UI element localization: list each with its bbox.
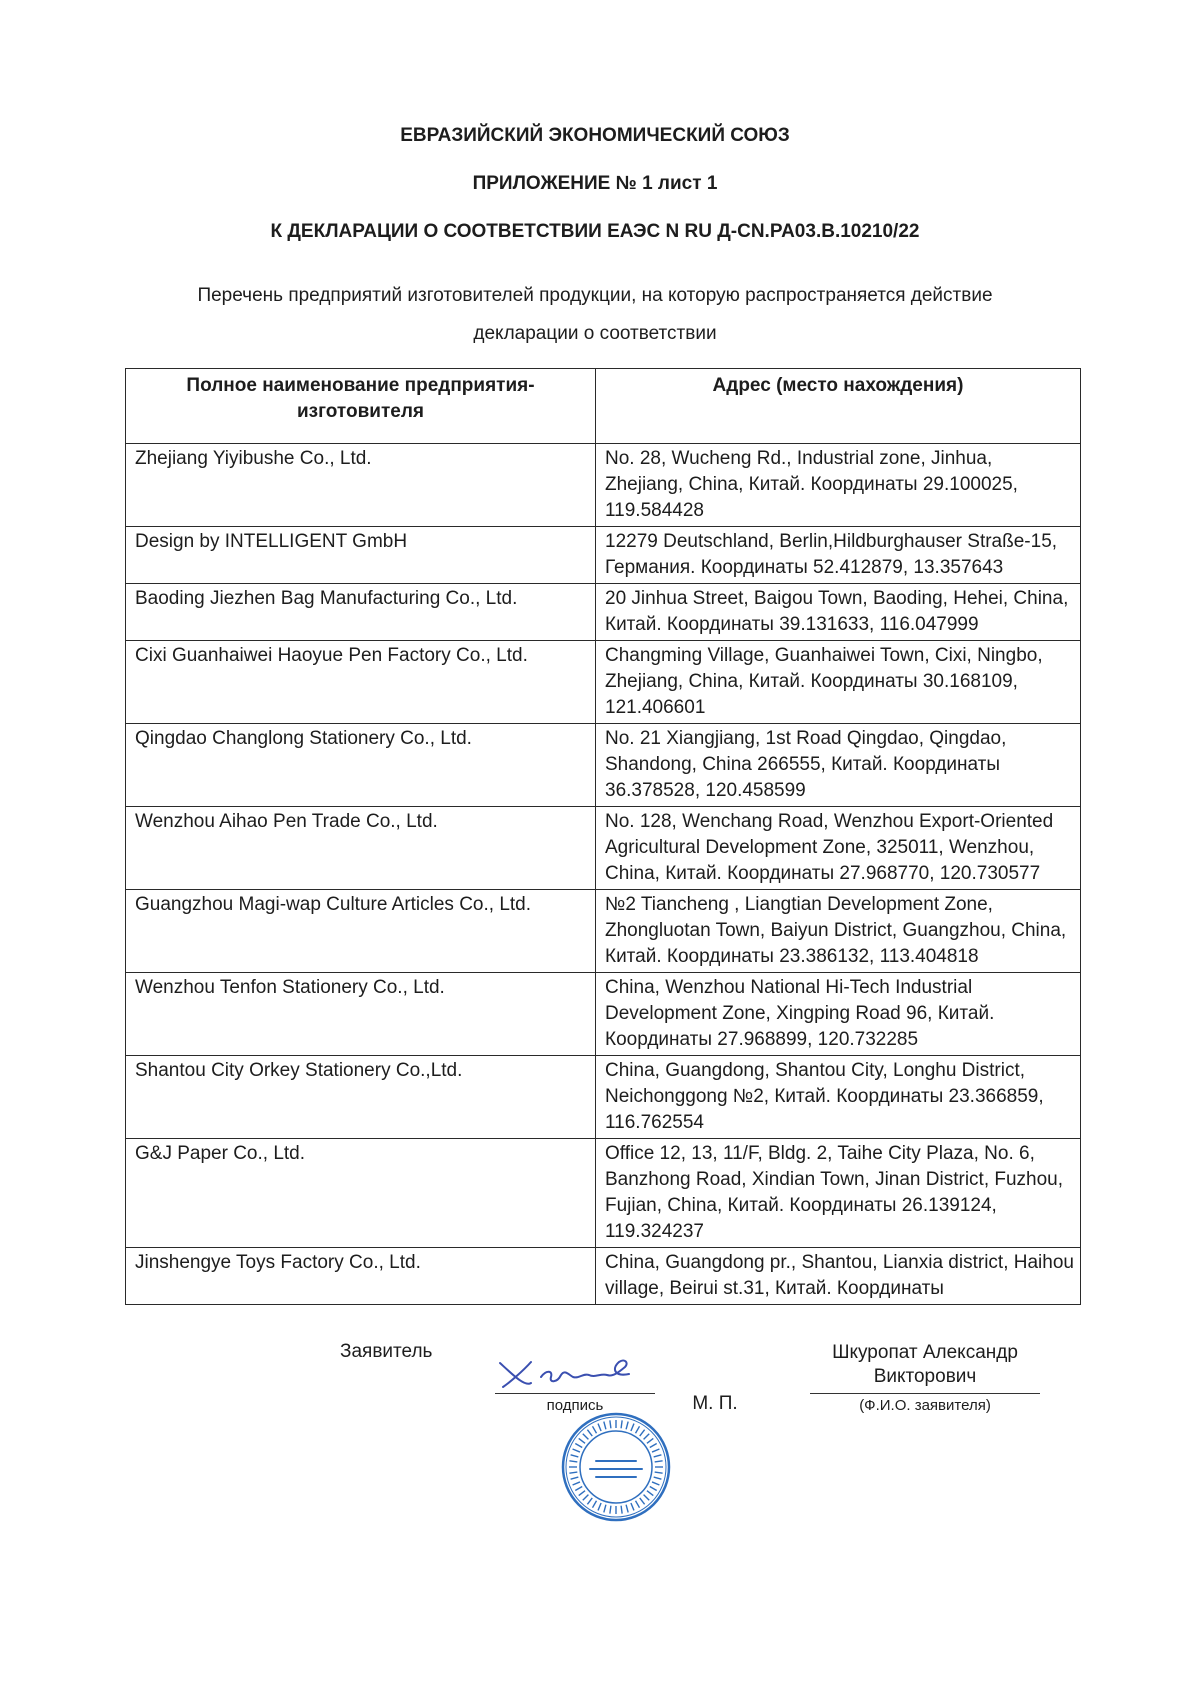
applicant-name-line-1: Шкуропат Александр bbox=[832, 1342, 1018, 1363]
manufacturer-name: Shantou City Orkey Stationery Co.,Ltd. bbox=[126, 1056, 596, 1139]
table-row bbox=[126, 973, 1081, 1056]
stamp-ring-mark bbox=[652, 1482, 659, 1485]
table-row bbox=[126, 1056, 1081, 1139]
table-row bbox=[126, 807, 1081, 890]
manufacturer-address: Changming Village, Guanhaiwei Town, Cixi, Ningbo, Zhejiang, China, Китай. Координаты 30.168109, 121.406601 bbox=[596, 641, 1081, 724]
stamp-ring-mark bbox=[621, 1506, 622, 1514]
stamp-ring-mark bbox=[575, 1487, 582, 1491]
stamp-ring-mark bbox=[650, 1444, 657, 1448]
stamp-ring-mark bbox=[593, 1501, 597, 1508]
stamp-ring-mark bbox=[654, 1477, 662, 1479]
signature-caption: подпись bbox=[546, 1397, 604, 1414]
table-row bbox=[126, 444, 1081, 527]
table-header-row bbox=[126, 369, 1081, 444]
table-row bbox=[126, 724, 1081, 807]
table-row bbox=[126, 890, 1081, 973]
union-title: ЕВРАЗИЙСКИЙ ЭКОНОМИЧЕСКИЙ СОЮЗ bbox=[400, 125, 790, 146]
manufacturer-name: Jinshengye Toys Factory Co., Ltd. bbox=[126, 1248, 596, 1305]
stamp-ring-mark bbox=[610, 1506, 611, 1514]
stamp-ring-mark bbox=[598, 1503, 601, 1510]
handwritten-signature bbox=[495, 1359, 655, 1389]
stamp-ring-mark bbox=[604, 1422, 606, 1430]
stamp-ring-mark bbox=[621, 1420, 622, 1428]
stamp-ring-mark bbox=[604, 1505, 606, 1513]
manufacturer-address: China, Guangdong pr., Shantou, Lianxia district, Haihou village, Beirui st.31, Китай. Координаты bbox=[596, 1248, 1081, 1305]
name-line bbox=[810, 1393, 1040, 1394]
stamp-ring-mark bbox=[631, 1424, 634, 1431]
stamp-ring-mark bbox=[573, 1449, 580, 1452]
table-row bbox=[126, 1248, 1081, 1305]
manufacturer-name: G&J Paper Co., Ltd. bbox=[126, 1139, 596, 1248]
stamp-ring-mark bbox=[640, 1498, 645, 1504]
stamp-ring-mark bbox=[571, 1455, 579, 1457]
stamp-ring-mark bbox=[626, 1422, 628, 1430]
table-row bbox=[126, 527, 1081, 584]
stamp-ring-mark bbox=[587, 1498, 592, 1504]
table-row bbox=[126, 584, 1081, 641]
stamp-ring-mark bbox=[652, 1449, 659, 1452]
stamp-ring-mark bbox=[640, 1430, 645, 1436]
stamp-ring-mark bbox=[647, 1438, 653, 1443]
stamp-ring-mark bbox=[626, 1505, 628, 1513]
signature-line bbox=[495, 1393, 655, 1394]
applicant-name-line-2: Викторович bbox=[873, 1366, 977, 1387]
stamp-ring-mark bbox=[636, 1501, 640, 1508]
manufacturer-name: Qingdao Changlong Stationery Co., Ltd. bbox=[126, 724, 596, 807]
stamp-ring-mark bbox=[575, 1444, 582, 1448]
subtitle-line-1: Перечень предприятий изготовителей продукции, на которую распространяется действие bbox=[197, 285, 993, 306]
seal-place-caption: М. П. bbox=[692, 1393, 738, 1414]
manufacturer-name: Wenzhou Aihao Pen Trade Co., Ltd. bbox=[126, 807, 596, 890]
stamp-ring-mark bbox=[655, 1461, 663, 1462]
stamp-ring-mark bbox=[583, 1495, 589, 1501]
manufacturer-name: Baoding Jiezhen Bag Manufacturing Co., Ltd. bbox=[126, 584, 596, 641]
stamp-ring-mark bbox=[654, 1455, 662, 1457]
manufacturer-address: No. 128, Wenchang Road, Wenzhou Export-Oriented Agricultural Development Zone, 325011, Wenzhou, China, Китай. Координаты 27.968770, 120.730577 bbox=[596, 807, 1081, 890]
manufacturer-address: Office 12, 13, 11/F, Bldg. 2, Taihe City Plaza, No. 6, Banzhong Road, Xindian Town, Jinan District, Fuzhou, Fujian, China, Китай. Координаты 26.139124, 119.324237 bbox=[596, 1139, 1081, 1248]
manufacturer-address: 20 Jinhua Street, Baigou Town, Baoding, Hehei, China, Китай. Координаты 39.131633, 116.047999 bbox=[596, 584, 1081, 641]
manufacturer-address: China, Guangdong, Shantou City, Longhu District, Neichonggong №2, Китай. Координаты 23.366859, 116.762554 bbox=[596, 1056, 1081, 1139]
manufacturer-name: Wenzhou Tenfon Stationery Co., Ltd. bbox=[126, 973, 596, 1056]
signature-block bbox=[0, 1329, 1190, 1519]
stamp-ring-mark bbox=[569, 1461, 577, 1462]
seal-place-cell bbox=[660, 1357, 770, 1415]
manufacturer-name: Guangzhou Magi-wap Culture Articles Co., Ltd. bbox=[126, 890, 596, 973]
stamp-ring-mark bbox=[583, 1434, 589, 1440]
applicant-name-caption: (Ф.И.О. заявителя) bbox=[859, 1397, 991, 1414]
stamp-ring-mark bbox=[644, 1495, 650, 1501]
stamp-ring-mark bbox=[631, 1503, 634, 1510]
stamp-ring-mark bbox=[598, 1424, 601, 1431]
stamp-ring-mark bbox=[650, 1487, 657, 1491]
stamp-ring-mark bbox=[579, 1491, 585, 1496]
applicant-name-cell bbox=[770, 1341, 1080, 1415]
stamp-ring-mark bbox=[610, 1420, 611, 1428]
manufacturer-address: 12279 Deutschland, Berlin,Hildburghauser Straße-15, Германия. Координаты 52.412879, 13.357643 bbox=[596, 527, 1081, 584]
stamp-ring-mark bbox=[571, 1477, 579, 1479]
applicant-label: Заявитель bbox=[340, 1341, 433, 1362]
stamp-ring-mark bbox=[569, 1472, 577, 1473]
subtitle-line-2: декларации о соответствии bbox=[473, 323, 717, 344]
signature-cell bbox=[490, 1359, 660, 1415]
manufacturer-address: №2 Tiancheng , Liangtian Development Zone, Zhongluotan Town, Baiyun District, Guangzhou, China, Китай. Координаты 23.386132, 113.404818 bbox=[596, 890, 1081, 973]
stamp-ring-mark bbox=[644, 1434, 650, 1440]
manufacturers-table bbox=[125, 368, 1081, 1305]
stamp-ring-mark bbox=[579, 1438, 585, 1443]
table-row bbox=[126, 1139, 1081, 1248]
stamp-ring-mark bbox=[655, 1472, 663, 1473]
declaration-title: К ДЕКЛАРАЦИИ О СООТВЕТСТВИИ ЕАЭС N RU Д-CN.PA03.B.10210/22 bbox=[270, 221, 920, 242]
stamp-ring-mark bbox=[593, 1426, 597, 1433]
stamp-ring-mark bbox=[636, 1426, 640, 1433]
company-seal-stamp bbox=[560, 1411, 672, 1523]
stamp-ring-mark bbox=[587, 1430, 592, 1436]
column-header-address: Адрес (место нахождения) bbox=[596, 369, 1081, 444]
stamp-ring-mark bbox=[573, 1482, 580, 1485]
manufacturer-name: Cixi Guanhaiwei Haoyue Pen Factory Co., Ltd. bbox=[126, 641, 596, 724]
manufacturer-address: No. 28, Wucheng Rd., Industrial zone, Jinhua, Zhejiang, China, Китай. Координаты 29.100025, 119.584428 bbox=[596, 444, 1081, 527]
column-header-name: Полное наименование предприятия-изготовителя bbox=[126, 369, 596, 444]
stamp-ring-mark bbox=[647, 1491, 653, 1496]
annex-title: ПРИЛОЖЕНИЕ № 1 лист 1 bbox=[472, 173, 718, 194]
manufacturer-address: China, Wenzhou National Hi-Tech Industrial Development Zone, Xingping Road 96, Китай. Координаты 27.968899, 120.732285 bbox=[596, 973, 1081, 1056]
table-row bbox=[126, 641, 1081, 724]
manufacturer-address: No. 21 Xiangjiang, 1st Road Qingdao, Qingdao, Shandong, China 266555, Китай. Координаты 36.378528, 120.458599 bbox=[596, 724, 1081, 807]
manufacturer-name: Design by INTELLIGENT GmbH bbox=[126, 527, 596, 584]
manufacturer-name: Zhejiang Yiyibushe Co., Ltd. bbox=[126, 444, 596, 527]
